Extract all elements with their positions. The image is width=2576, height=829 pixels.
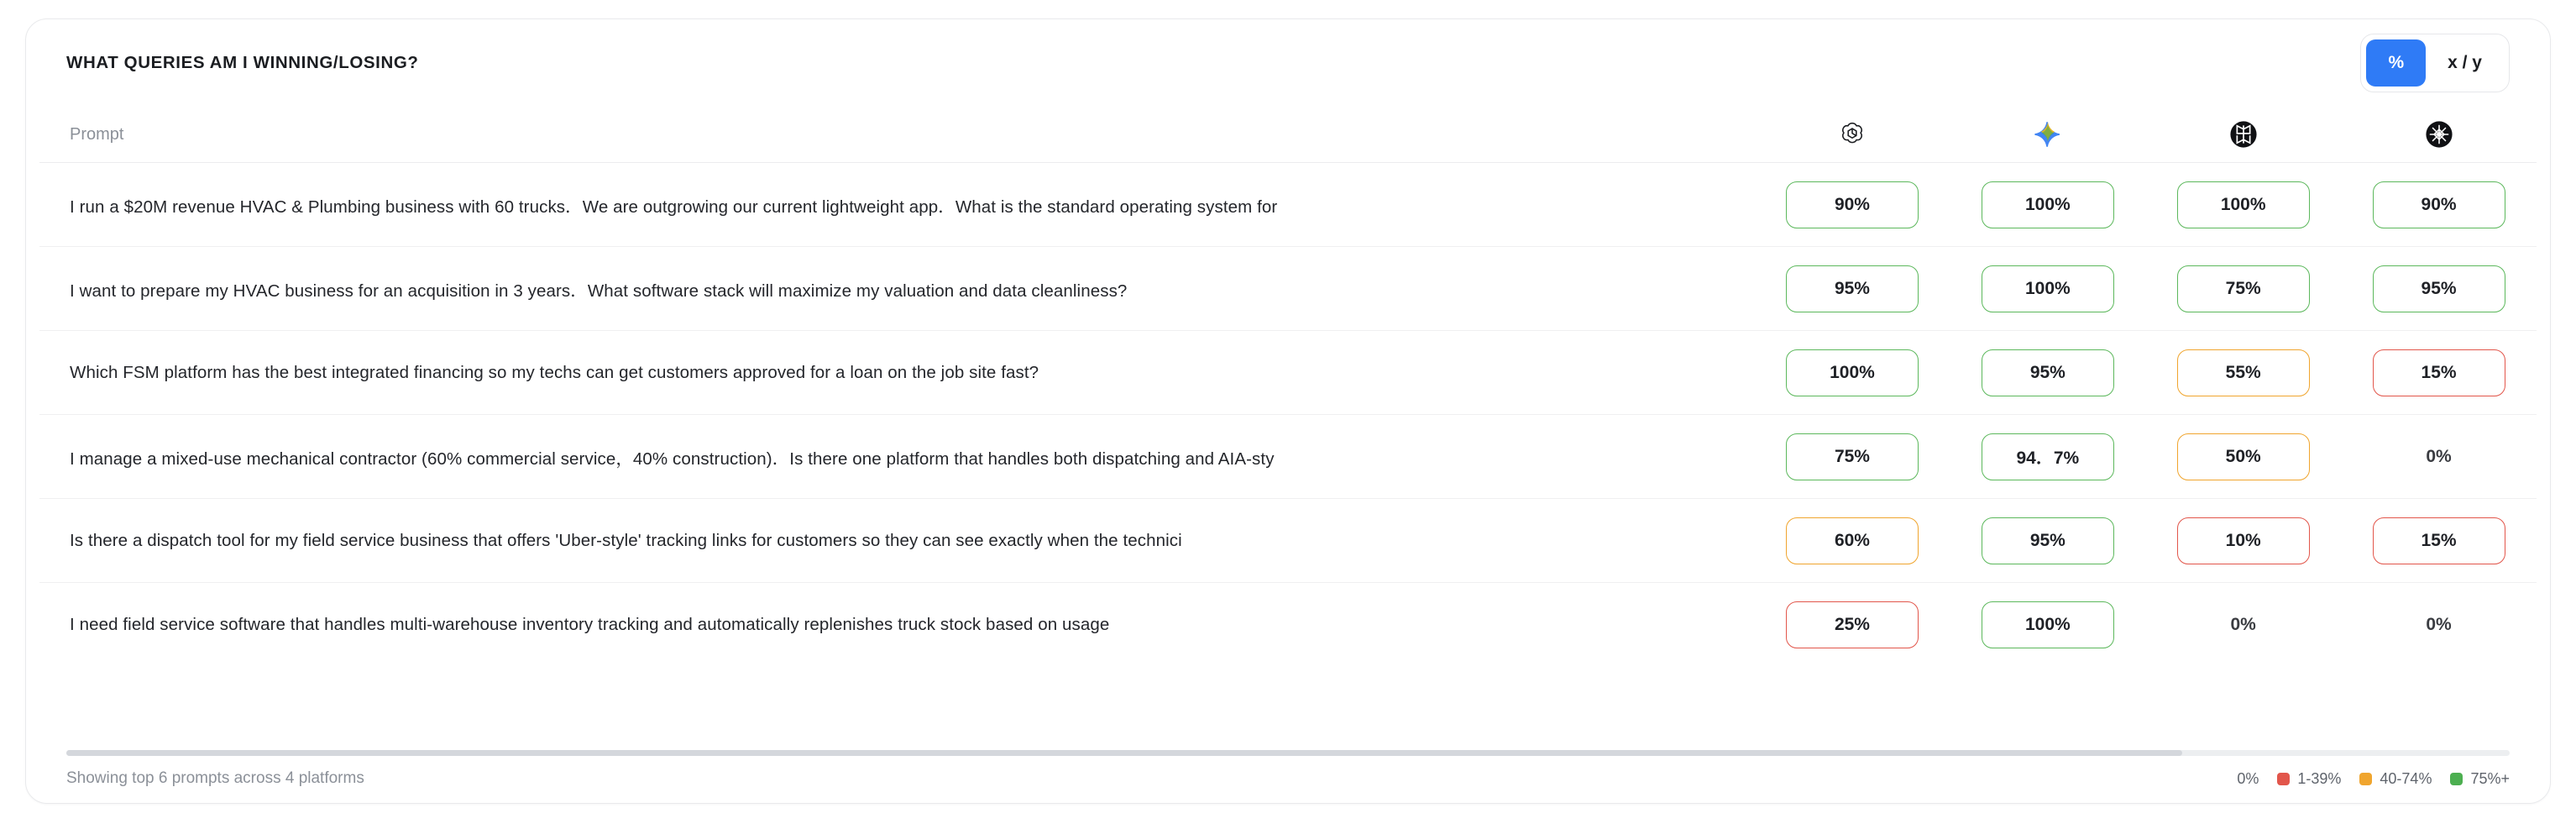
- gemini-icon: [1950, 120, 2145, 149]
- horizontal-scrollbar[interactable]: [66, 750, 2510, 756]
- score-cell-copilot[interactable]: [2341, 163, 2537, 247]
- column-header-openai: [1755, 107, 1950, 163]
- score-cell-copilot[interactable]: [2341, 499, 2537, 583]
- score-cell-openai[interactable]: [1755, 499, 1950, 583]
- copilot-icon: [2341, 120, 2537, 149]
- score-pill[interactable]: 100%: [1982, 601, 2114, 648]
- score-pill[interactable]: 75%: [2177, 265, 2310, 312]
- legend-item-mid: [2359, 770, 2432, 788]
- table-row[interactable]: [39, 163, 2537, 247]
- column-header-perplexity: [2145, 107, 2341, 163]
- legend-item-zero: [2237, 770, 2259, 788]
- score-pill[interactable]: 0%: [2177, 601, 2310, 648]
- legend: [2237, 770, 2510, 788]
- table-row[interactable]: [39, 331, 2537, 415]
- openai-icon: [1755, 120, 1950, 149]
- legend-swatch-red: [2277, 773, 2290, 785]
- score-cell-openai[interactable]: [1755, 331, 1950, 415]
- table-row[interactable]: [39, 415, 2537, 499]
- score-pill[interactable]: 100%: [1982, 181, 2114, 228]
- page-title: WHAT QUERIES AM I WINNING/LOSING?: [66, 53, 419, 72]
- legend-swatch-amber: [2359, 773, 2372, 785]
- score-pill[interactable]: 55%: [2177, 349, 2310, 396]
- score-pill[interactable]: 50%: [2177, 433, 2310, 480]
- table-row[interactable]: [39, 499, 2537, 583]
- prompt-text: Is there a dispatch tool for my field service business that offers 'Uber‑style' tracking links for customers so they can see exactly when the technici: [70, 530, 1182, 550]
- card-footer: [39, 769, 2537, 788]
- score-cell-gemini[interactable]: [1950, 247, 2145, 331]
- score-pill[interactable]: 10%: [2177, 517, 2310, 564]
- score-cell-copilot[interactable]: [2341, 331, 2537, 415]
- score-pill[interactable]: 95%: [2373, 265, 2505, 312]
- score-cell-copilot[interactable]: [2341, 247, 2537, 331]
- score-cell-gemini[interactable]: [1950, 499, 2145, 583]
- score-cell-copilot[interactable]: [2341, 583, 2537, 667]
- score-pill[interactable]: 0%: [2373, 601, 2505, 648]
- perplexity-icon: [2145, 120, 2341, 149]
- column-header-gemini: [1950, 107, 2145, 163]
- score-pill[interactable]: 100%: [1786, 349, 1919, 396]
- score-cell-gemini[interactable]: [1950, 583, 2145, 667]
- score-cell-perplexity[interactable]: [2145, 331, 2341, 415]
- scrollbar-thumb[interactable]: [66, 750, 2182, 756]
- legend-label: 0%: [2237, 769, 2259, 787]
- score-pill[interactable]: 0%: [2373, 433, 2505, 480]
- table-header: [39, 107, 2537, 163]
- score-pill[interactable]: 100%: [2177, 181, 2310, 228]
- score-cell-perplexity[interactable]: [2145, 499, 2341, 583]
- footer-note: Showing top 6 prompts across 4 platforms: [66, 769, 364, 787]
- prompt-text: I want to prepare my HVAC business for an acquisition in 3 years．What software stack will maximize my valuation and data cleanliness?: [70, 281, 1128, 301]
- score-pill[interactable]: 100%: [1982, 265, 2114, 312]
- score-cell-copilot[interactable]: [2341, 415, 2537, 499]
- score-pill[interactable]: 90%: [1786, 181, 1919, 228]
- card-header: [39, 19, 2537, 107]
- prompt-text: I run a $20M revenue HVAC & Plumbing business with 60 trucks．We are outgrowing our current lightweight app．What is the standard operating system for: [70, 197, 1278, 217]
- prompt-text: Which FSM platform has the best integrated financing so my techs can get customers approved for a loan on the job site fast?: [70, 362, 1039, 382]
- prompt-text: I manage a mixed‑use mechanical contractor (60% commercial service，40% construction)．Is there one platform that handles both dispatching and AIA‑sty: [70, 449, 1275, 469]
- score-pill[interactable]: 95%: [1982, 349, 2114, 396]
- table-body: [39, 163, 2537, 667]
- legend-swatch-green: [2450, 773, 2463, 785]
- score-cell-gemini[interactable]: [1950, 163, 2145, 247]
- legend-label: 75%+: [2470, 769, 2510, 787]
- table-row[interactable]: [39, 583, 2537, 667]
- score-cell-perplexity[interactable]: [2145, 583, 2341, 667]
- score-pill[interactable]: 90%: [2373, 181, 2505, 228]
- score-cell-openai[interactable]: [1755, 247, 1950, 331]
- column-header-copilot: [2341, 107, 2537, 163]
- score-cell-openai[interactable]: [1755, 583, 1950, 667]
- score-pill[interactable]: 60%: [1786, 517, 1919, 564]
- legend-item-low: [2277, 770, 2341, 788]
- toggle-xy-button[interactable]: x / y: [2426, 39, 2504, 87]
- queries-table: [39, 107, 2537, 666]
- score-pill[interactable]: 95%: [1786, 265, 1919, 312]
- score-pill[interactable]: 94．7%: [1982, 433, 2114, 480]
- score-cell-gemini[interactable]: [1950, 415, 2145, 499]
- legend-label: 1-39%: [2297, 769, 2342, 787]
- view-mode-toggle[interactable]: [2360, 34, 2510, 92]
- toggle-percent-button[interactable]: %: [2366, 39, 2426, 87]
- table-row[interactable]: [39, 247, 2537, 331]
- score-cell-perplexity[interactable]: [2145, 415, 2341, 499]
- column-header-prompt: Prompt: [39, 107, 1755, 163]
- legend-item-high: [2450, 770, 2510, 788]
- score-pill[interactable]: 25%: [1786, 601, 1919, 648]
- score-pill[interactable]: 15%: [2373, 349, 2505, 396]
- score-cell-gemini[interactable]: [1950, 331, 2145, 415]
- score-pill[interactable]: 75%: [1786, 433, 1919, 480]
- score-cell-openai[interactable]: [1755, 163, 1950, 247]
- score-cell-perplexity[interactable]: [2145, 247, 2341, 331]
- queries-card: [25, 18, 2551, 804]
- legend-label: 40-74%: [2380, 769, 2432, 787]
- prompt-text: I need field service software that handles multi‑warehouse inventory tracking and automatically replenishes truck stock based on usage: [70, 614, 1110, 634]
- score-pill[interactable]: 95%: [1982, 517, 2114, 564]
- score-cell-perplexity[interactable]: [2145, 163, 2341, 247]
- score-pill[interactable]: 15%: [2373, 517, 2505, 564]
- score-cell-openai[interactable]: [1755, 415, 1950, 499]
